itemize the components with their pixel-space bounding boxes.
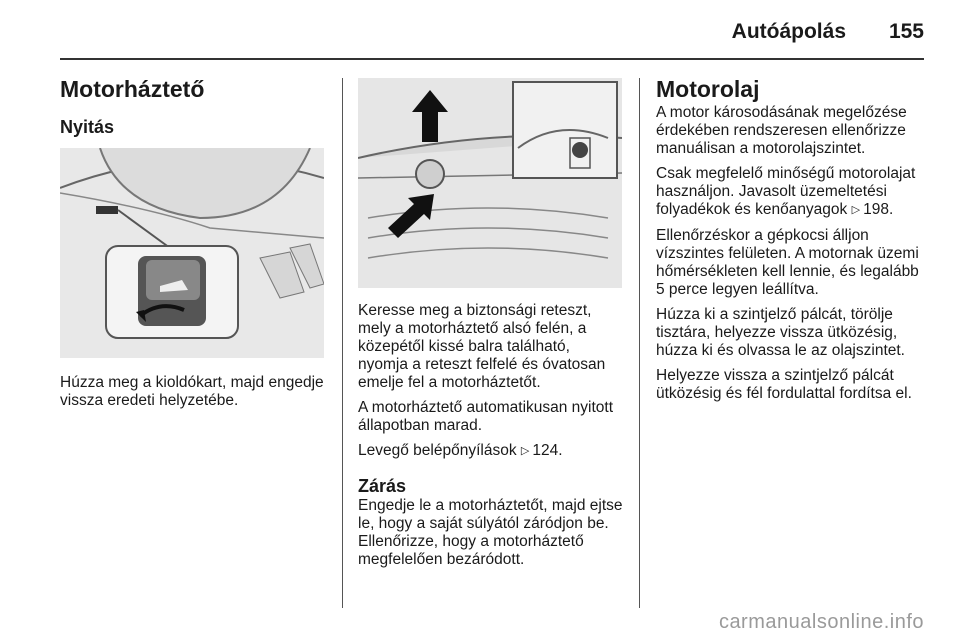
oil-quality-page: 198. <box>863 201 894 218</box>
oil-quality-paragraph <box>656 165 926 220</box>
column-divider <box>639 78 640 608</box>
section-heading: Motorháztető <box>60 76 205 102</box>
page-reference-arrow-icon <box>852 201 863 218</box>
subsection-heading: Nyitás <box>60 117 115 137</box>
dipstick-paragraph: Húzza ki a szintjelző pálcát, törölje tisztára, helyezze vissza ütközésig, húzza ki és olvassa le az olajszintet. <box>656 306 905 359</box>
page-number: 155 <box>888 20 924 43</box>
closing-paragraph: Engedje le a motorháztetőt, majd ejtse le, hogy a saját súlyától záródjon be. Ellenőrizze, hogy a motorháztető megfelelően bezáródott. <box>358 497 623 568</box>
oil-check-paragraph: A motor károsodásának megelőzése érdekében rendszeresen ellenőrizze manuálisan a motorolajszintet. <box>656 104 907 157</box>
engine-oil-heading: Motorolaj <box>656 76 760 102</box>
oil-quality-text: Csak megfelelő minőségű motorolajat használjon. Javasolt üzemeltetési folyadékok és kenőanyagok <box>656 165 916 218</box>
auto-open-paragraph: A motorháztető automatikusan nyitott állapotban marad. <box>358 399 614 434</box>
safety-catch-illustration <box>358 78 622 288</box>
hood-release-lever-illustration <box>60 148 324 358</box>
air-intake-reference-text: Levegő belépőnyílások <box>358 442 517 459</box>
column-1 <box>60 74 326 417</box>
column-3 <box>656 74 926 410</box>
column-divider <box>342 78 343 608</box>
air-intake-reference <box>358 442 624 461</box>
air-intake-reference-page: 124. <box>532 442 563 459</box>
instruction-paragraph: Húzza meg a kioldókart, majd engedje vissza eredeti helyzetébe. <box>60 374 324 409</box>
catch-instruction-paragraph: Keresse meg a biztonsági reteszt, mely a motorháztető alsó felén, a közepétől kissé balra található, nyomja a reteszt felfelé és óvatosan emelje fel a motorháztetőt. <box>358 302 606 391</box>
column-2 <box>358 74 624 576</box>
running-header-title: Autóápolás <box>731 20 846 43</box>
page-reference-arrow-icon <box>521 442 532 459</box>
watermark: carmanualsonline.info <box>718 611 924 633</box>
header-rule <box>60 58 924 60</box>
level-surface-paragraph: Ellenőrzéskor a gépkocsi álljon vízszintes felületen. A motornak üzemi hőmérsékleten kell lennie, és legalább 5 perce legyen leállítva. <box>656 227 919 298</box>
closing-subheading: Zárás <box>358 476 407 496</box>
dipstick-return-paragraph: Helyezze vissza a szintjelző pálcát ütközésig és fél fordulattal fordítsa el. <box>656 367 912 402</box>
